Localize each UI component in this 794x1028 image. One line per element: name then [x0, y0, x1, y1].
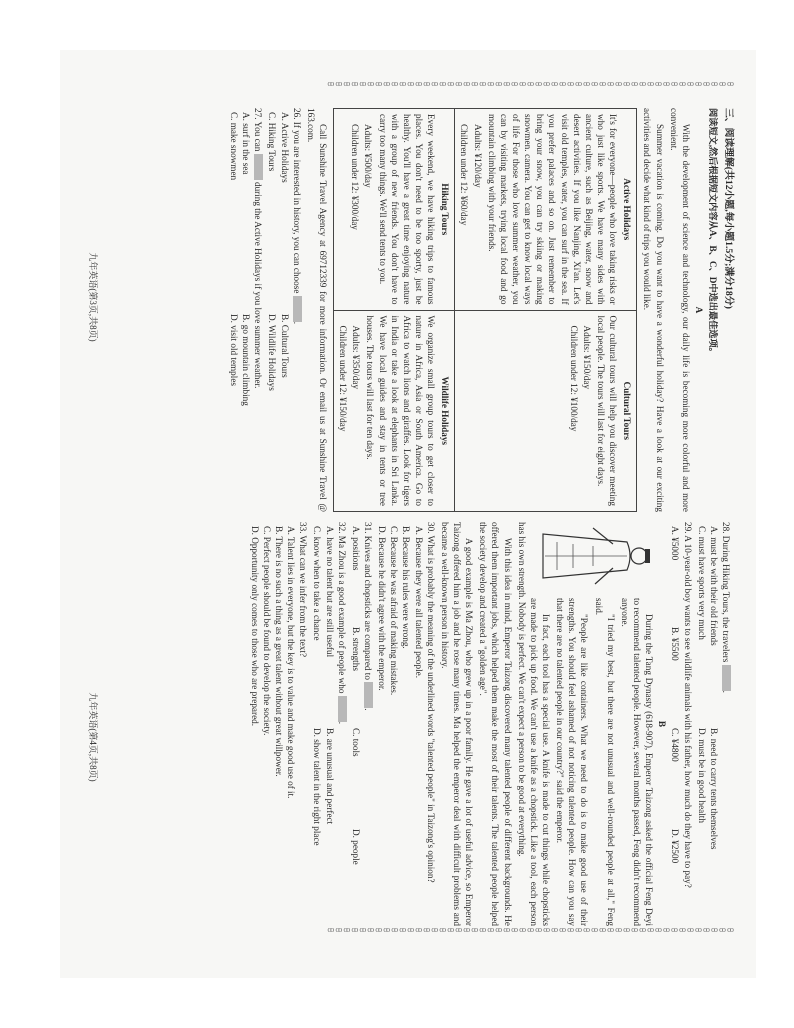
intro-paragraph-2: Summer vacation is coming. Do you want to have a wonderful holiday? Have a look at our exciting activities and decide what kind of trips you would like.: [642, 108, 665, 512]
passage-b: [439, 522, 655, 926]
option-d[interactable]: D. show talent in the right place: [312, 728, 323, 846]
ad-adult-price: Adults: ¥120/day: [472, 124, 483, 188]
option-b[interactable]: B. go mountain climbing: [241, 314, 252, 406]
ad-title: Active Holidays: [622, 178, 633, 241]
question-tail: during the Active Holidays if you love summer weather.: [253, 181, 264, 389]
option-d[interactable]: D. visit old temples: [229, 314, 240, 386]
page-3: [82, 82, 734, 512]
ad-text: It's for everyone—people who love taking risks or who just like sports. We have many sides with ancient culture, such as Beijing, water, snow and desert activities. If you like Nanjing, Xi'an. Let's visit old temples, water, you can surf in the sea. If you prefer palaces and so on. Just remember to bring your snow, you can try skiing or making snowmen. camera. You can get to know local ways of life For those who love summer weather, you can by visiting markets, trying local food and go mountain climbing with your friends.: [486, 114, 619, 305]
ad-text: Every weekend, we have hiking trips to famous places. You don't need to be too sporty, just be healthy. You'll have a great time enjoying nature with a group of new friends. You don't have to carry too many things. We'll send tents to you.: [377, 114, 437, 305]
margin-marks: ꝏꝏꝏꝏꝏꝏꝏꝏꝏꝏꝏꝏꝏꝏꝏꝏꝏꝏꝏꝏꝏꝏꝏꝏꝏꝏꝏꝏꝏꝏꝏꝏꝏꝏꝏꝏꝏꝏꝏꝏꝏꝏꝏꝏꝏꝏꝏꝏꝏꝏꝏ: [326, 80, 734, 88]
option-d[interactable]: D. Because he didn't agree with the emperor.: [377, 526, 388, 691]
question-28: [696, 522, 732, 926]
option-b[interactable]: B. Cultural Tours: [279, 314, 290, 378]
answer-blank[interactable]: [722, 665, 731, 691]
ad-active-holidays: [455, 109, 637, 311]
question-29: [669, 522, 693, 926]
option-d[interactable]: D. people: [350, 829, 361, 865]
question-tail: .: [363, 708, 374, 711]
ad-title: Wildlife Holidays: [440, 376, 451, 445]
option-a[interactable]: A. Because they were all talented people.: [413, 526, 424, 679]
answer-blank[interactable]: [336, 696, 347, 725]
question-stem: 28. During Hiking Tours, the travelers: [721, 522, 731, 663]
question-31: [350, 522, 374, 926]
contact-info: Call Sunshine Travel Agency at 69712339 for more information. Or email us at Sunshine Travel @ 163.com.: [305, 108, 328, 512]
question-30: [376, 522, 437, 926]
option-a[interactable]: A. ¥5000: [670, 526, 681, 561]
option-b[interactable]: B. Because his rules were wrong.: [401, 526, 412, 649]
answer-blank[interactable]: [254, 154, 263, 180]
option-a[interactable]: A. surf in the sea: [241, 112, 252, 175]
option-c[interactable]: C. Perfect people should be found to develop the society.: [261, 526, 272, 736]
option-b[interactable]: B. There is no such a thing as a great talent without great willpower.: [274, 526, 285, 777]
option-d[interactable]: D. Wildlife Holidays: [267, 314, 278, 391]
margin-marks: ꝏꝏꝏꝏꝏꝏꝏꝏꝏꝏꝏꝏꝏꝏꝏꝏꝏꝏꝏꝏꝏꝏꝏꝏꝏꝏꝏꝏꝏꝏꝏꝏꝏꝏꝏꝏꝏꝏꝏꝏꝏꝏꝏꝏꝏꝏꝏꝏꝏꝏꝏ: [326, 926, 734, 934]
option-c[interactable]: C. must have sports very much: [696, 526, 707, 640]
option-b[interactable]: B. strengths: [350, 627, 361, 671]
ad-child-price: Children under 12: ¥300/day: [350, 124, 361, 230]
question-stem: 26. If you are interested in history, you can choose: [291, 108, 302, 294]
ad-hiking-tours: [334, 109, 455, 311]
question-tail: .: [291, 321, 302, 324]
option-a[interactable]: A. have no talent but are still useful: [324, 526, 335, 658]
section-instruction: 阅读短文,然后根据短文内容从A、B、C、D中选出最佳选项。: [708, 108, 719, 357]
option-c[interactable]: C. make snowmen: [229, 112, 240, 181]
option-a[interactable]: A. must be with their old friends: [708, 526, 719, 646]
passage-a-label: A: [693, 306, 704, 314]
ad-child-price: Children under 12: ¥100/day: [568, 325, 579, 432]
page-footer-left: 九年英语(第3页,共8页): [87, 252, 98, 342]
option-d[interactable]: D. ¥2500: [670, 829, 681, 864]
ad-cultural-tours: [455, 310, 637, 512]
passage-b-paragraph-1: During the Tang Dynasty (618-907), Emperor Taizong asked the official Feng Deyi to recommend talented people. However, several months passed, Feng didn't recommend anyone.: [619, 598, 655, 926]
question-stem: 31. Knives and chopsticks are compared to: [363, 522, 374, 680]
option-c[interactable]: C. tools: [350, 728, 361, 757]
option-d[interactable]: D. must be in good health: [696, 728, 707, 823]
binding-margin-right: [82, 926, 734, 948]
ad-text: We organize small group tours to get closer to nature in Africa, Asia or South America. Go to Africa to watch lions and giraffes. Look for tigers in India or take a look at elephants in Sri Lanka. We have local guides and stay in tents or tree houses. The tours will last for ten days.: [365, 315, 437, 506]
option-b[interactable]: B. are unusual and perfect: [324, 728, 335, 825]
rotated-spread: [82, 72, 734, 956]
emperor-illustration: [533, 522, 653, 590]
question-tail: .: [721, 690, 731, 693]
question-stem: 32. Ma Zhou is a good example of people who: [336, 522, 347, 694]
passage-b-label: B: [657, 720, 668, 728]
question-stem: 27. You can: [253, 108, 264, 152]
question-33: [249, 522, 310, 926]
intro-paragraph-1: With the development of science and technology, our daily life is becoming more colorful and more convenient.: [668, 108, 691, 512]
ad-child-price: Children under 12: ¥60/day: [459, 124, 470, 226]
question-27: [228, 108, 264, 512]
ad-text: Our cultural tours will help you discover meeting local people. The tours will last for eight days.: [595, 315, 619, 506]
page-4: [82, 522, 734, 952]
exam-sheet: [60, 50, 756, 978]
option-c[interactable]: C. know when to take a chance: [312, 526, 323, 641]
ad-wildlife-holidays: [334, 310, 455, 512]
ad-adult-price: Adults: ¥500/day: [363, 124, 374, 188]
option-a[interactable]: A. Talent lies in everyone, but the key is to value and make good use of it.: [286, 526, 297, 799]
section-title: 三、阅读理解(共12小题,每小题1.5分;满分18分): [723, 108, 734, 309]
answer-blank[interactable]: [293, 296, 302, 322]
question-stem: 33. What can we infer from the text?: [298, 522, 309, 658]
passage-b-paragraph-2: "I tried my best, but there are not unusual and well-rounded people at all," Feng said.: [593, 598, 616, 926]
option-c[interactable]: C. Hiking Tours: [267, 112, 278, 172]
option-d[interactable]: D. Opportunity only comes to those who are prepared.: [249, 526, 260, 727]
option-a[interactable]: A. Active Holidays: [279, 112, 290, 183]
page-footer-right: 九年英语(第4页,共8页): [87, 692, 98, 782]
question-stem: 30. What is probably the meaning of the underlined words "talented people" in Taizong's opinion?: [425, 522, 436, 883]
ad-adult-price: Adults: ¥150/day: [581, 325, 592, 390]
passage-b-paragraph-4: In fact, each tool has a special use. A knife is made to cut things while chopsticks are made to pick up food. We can't use a knife as a chopstick. Like a tool, each person has his own strength. Nobody is perfect. We can't expect a person to be good at everything.: [516, 522, 552, 926]
ad-title: Cultural Tours: [622, 381, 633, 440]
passage-b-paragraph-3: "People are like containers. What we need to do is to make good use of their strengths. You should feel ashamed of not noticing talented people. How can you say that there are no talented people in our country?" said the emperor.: [555, 598, 590, 926]
ad-child-price: Children under 12: ¥150/day: [338, 325, 349, 432]
question-26: [266, 108, 302, 512]
passage-b-paragraph-5: With this idea in mind, Emperor Taizong discovered many talented people of different backgrounds. He offered them important jobs, which helped them make the most of their talents. The talented people helped the society develop and created a "golden age".: [478, 522, 513, 926]
question-32: [311, 522, 347, 926]
question-stem: 29. A 10-year-old boy wants to see wildlife animals with his father, how much do they have to pay?: [682, 522, 693, 888]
option-a[interactable]: A. positions: [350, 526, 361, 571]
passage-b-paragraph-6: A good example is Ma Zhou, who grew up in a poor family. He gave a lot of useful advice, so Emperor Taizong offered him a job and he rose many times. Ma helped the emperor deal with difficult problems and became a well-known person in history.: [439, 522, 475, 926]
question-tail: .: [336, 721, 347, 725]
ads-table: [333, 108, 637, 512]
ad-adult-price: Adults: ¥350/day: [351, 325, 362, 390]
answer-blank[interactable]: [363, 682, 374, 711]
option-b[interactable]: B. need to carry tents themselves: [708, 728, 719, 850]
option-c[interactable]: C. Because he was afraid of making mistakes.: [389, 526, 400, 696]
ad-title: Hiking Tours: [440, 183, 451, 236]
option-b[interactable]: B. ¥5500: [670, 627, 681, 661]
option-c[interactable]: C. ¥4800: [670, 728, 681, 762]
